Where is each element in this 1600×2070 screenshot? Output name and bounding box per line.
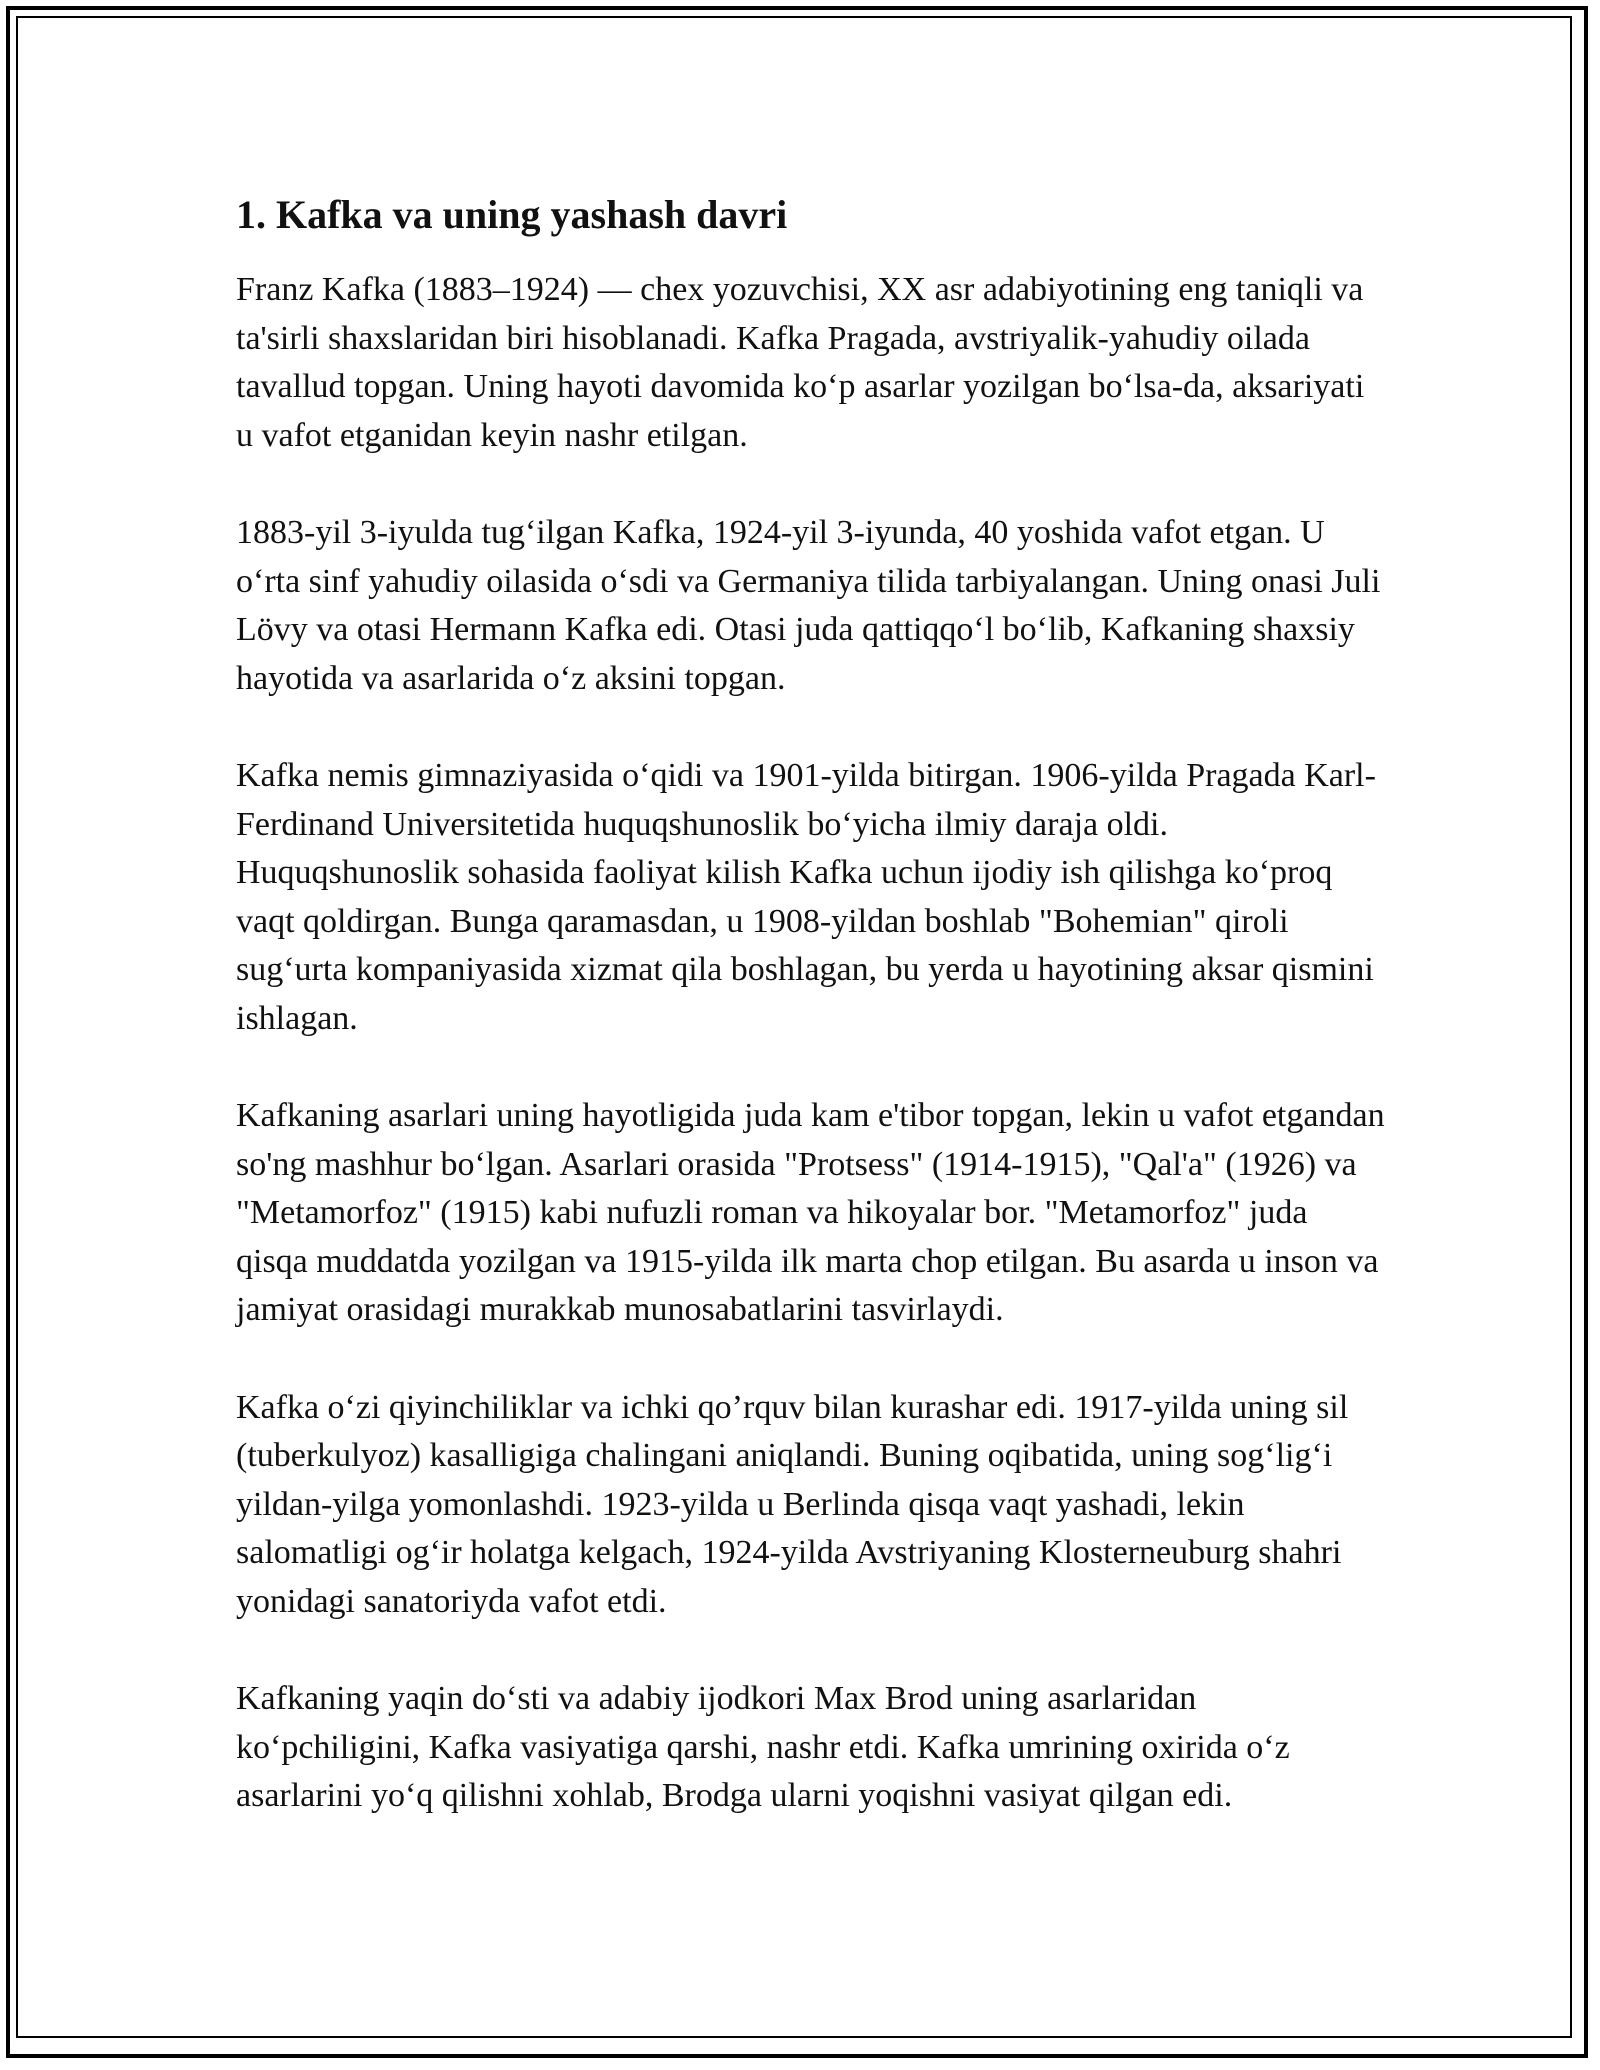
paragraph-max-brod: Kafkaning yaqin doʻsti va adabiy ijodkori Max Brod uning asarlaridan koʻpchiligini, Kafka vasiyatiga qarshi, nashr etdi. Kafka umrining oxirida oʻz asarlarini yoʻq qilishni xohlab, Brodga ularni yoqishni vasiyat qilgan edi. — [236, 1680, 1290, 1814]
paragraph-biography-intro: Franz Kafka (1883–1924) — chex yozuvchisi, XX asr adabiyotining eng taniqli va ta'sirli shaxslaridan biri hisoblanadi. Kafka Pragada, avstriyalik-yahudiy oilada tavallud topgan. Uning hayoti davomida koʻp asarlar yozilgan boʻlsa-da, aksariyati u vafot etganidan keyin nashr etilgan. — [236, 271, 1365, 454]
document-body — [236, 190, 1386, 1821]
paragraph-works: Kafkaning asarlari uning hayotligida juda kam e'tibor topgan, lekin u vafot etgandan so'ng mashhur boʻlgan. Asarlari orasida "Protsess" (1914-1915), "Qal'a" (1926) va "Metamorfoz" (1915) kabi nufuzli roman va hikoyalar bor. "Metamorfoz" juda qisqa muddatda yozilgan va 1915-yilda ilk marta chop etilgan. Bu asarda u inson va jamiyat orasidagi murakkab munosabatlarini tasvirlaydi. — [236, 1097, 1385, 1328]
section-title: 1. Kafka va uning yashash davri — [236, 192, 788, 237]
paragraph-illness-death: Kafka oʻzi qiyinchiliklar va ichki qo’rquv bilan kurashar edi. 1917-yilda uning sil (tuberkulyoz) kasalligiga chalingani aniqlandi. Buning oqibatida, uning sogʻligʻi yildan-yilga yomonlashdi. 1923-yilda u Berlinda qisqa vaqt yashadi, lekin salomatligi ogʻir holatga kelgach, 1924-yilda Avstriyaning Klosterneuburg shahri yonidagi sanatoriyda vafot etdi. — [236, 1388, 1349, 1620]
paragraph-education-career: Kafka nemis gimnaziyasida oʻqidi va 1901-yilda bitirgan. 1906-yilda Pragada Karl-Ferdinand Universitetida huquqshunoslik boʻyicha ilmiy daraja oldi. Huquqshunoslik sohasida faoliyat kilish Kafka uchun ijodiy ish qilishga koʻproq vaqt qoldirgan. Bunga qaramasdan, u 1908-yildan boshlab "Bohemian" qiroli sugʻurta kompaniyasida xizmat qila boshlagan, bu yerda u hayotining aksar qismini ishlagan. — [236, 757, 1376, 1037]
paragraph-birth-family: 1883-yil 3-iyulda tugʻilgan Kafka, 1924-yil 3-iyunda, 40 yoshida vafot etgan. U oʻrta sinf yahudiy oilasida oʻsdi va Germaniya tilida tarbiyalangan. Uning onasi Juli Lövy va otasi Hermann Kafka edi. Otasi juda qattiqqoʻl boʻlib, Kafkaning shaxsiy hayotida va asarlarida oʻz aksini topgan. — [236, 514, 1381, 697]
